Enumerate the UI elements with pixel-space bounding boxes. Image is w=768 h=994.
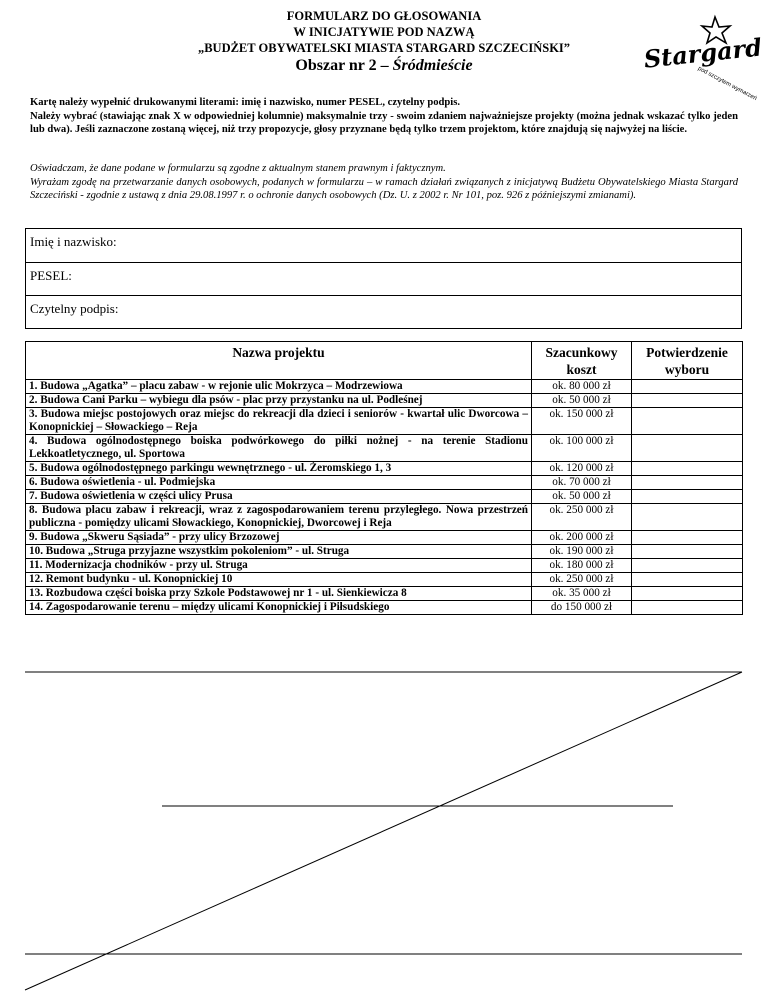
project-cost: ok. 50 000 zł — [532, 394, 632, 408]
table-row — [26, 559, 743, 573]
project-name: 7. Budowa oświetlenia w części ulicy Prusa — [26, 490, 532, 504]
table-row — [26, 476, 743, 490]
table-header-row — [26, 342, 743, 380]
table-row — [26, 531, 743, 545]
area-prefix: Obszar nr 2 – — [295, 57, 393, 74]
name-label: Imię i nazwisko: — [30, 234, 117, 249]
table-row — [26, 504, 743, 531]
logo-wordmark: Stargard — [642, 32, 764, 74]
project-cost: ok. 200 000 zł — [532, 531, 632, 545]
project-name: 3. Budowa miejsc postojowych oraz miejsc do rekreacji dla dzieci i seniorów - kwartał ulic Dworcowa – Konopnickiej – Słowackiego – Reja — [26, 408, 532, 435]
table-row — [26, 394, 743, 408]
project-confirm-cell[interactable] — [632, 380, 743, 394]
diagonal-line — [25, 672, 742, 990]
declaration-1: Oświadczam, że dane podane w formularzu są zgodne z aktualnym stanem prawnym i faktycznym. — [30, 163, 446, 174]
form-title-line-2: W INICJATYWIE POD NAZWĄ — [293, 25, 475, 39]
col-header-cost: Szacunkowy koszt — [532, 342, 632, 380]
project-name: 8. Budowa placu zabaw i rekreacji, wraz z zagospodarowaniem terenu przyległego. Nowa przestrzeń publiczna - pomiędzy ulicami Słowackiego, Konopnickiej, Dworcowej i Reja — [26, 504, 532, 531]
project-confirm-cell[interactable] — [632, 531, 743, 545]
project-cost: ok. 80 000 zł — [532, 380, 632, 394]
project-confirm-cell[interactable] — [632, 490, 743, 504]
form-title-line-1: FORMULARZ DO GŁOSOWANIA — [286, 9, 482, 23]
project-confirm-cell[interactable] — [632, 504, 743, 531]
project-name: 14. Zagospodarowanie terenu – między ulicami Konopnickiej i Piłsudskiego — [26, 601, 532, 615]
instruction-2: Należy wybrać (stawiając znak X w odpowiedniej kolumnie) maksymalnie trzy - swoim zdaniem najważniejsze projekty (można jednak wskazać tylko jeden lub dwa). Jeśli zaznaczone zostaną więcej, niż trzy propozycje, głosy przyznane będą tylko trzem projektom, które znajdują się najwyżej na liście. — [30, 110, 738, 135]
declaration — [30, 162, 738, 203]
project-confirm-cell[interactable] — [632, 435, 743, 462]
project-cost: do 150 000 zł — [532, 601, 632, 615]
project-cost: ok. 250 000 zł — [532, 573, 632, 587]
col-header-name: Nazwa projektu — [26, 342, 532, 380]
table-row — [26, 408, 743, 435]
project-cost: ok. 50 000 zł — [532, 490, 632, 504]
project-name: 9. Budowa „Skweru Sąsiada” - przy ulicy Brzozowej — [26, 531, 532, 545]
project-confirm-cell[interactable] — [632, 587, 743, 601]
project-confirm-cell[interactable] — [632, 476, 743, 490]
instruction-1: Kartę należy wypełnić drukowanymi literami: imię i nazwisko, numer PESEL, czytelny podpis. — [30, 97, 461, 108]
project-cost: ok. 70 000 zł — [532, 476, 632, 490]
stargard-logo — [640, 14, 764, 103]
area-name: Śródmieście — [392, 57, 473, 74]
project-name: 2. Budowa Cani Parku – wybiegu dla psów - plac przy przystanku na ul. Podleśnej — [26, 394, 532, 408]
project-confirm-cell[interactable] — [632, 601, 743, 615]
project-cost: ok. 100 000 zł — [532, 435, 632, 462]
table-row — [26, 380, 743, 394]
table-row — [26, 490, 743, 504]
project-name: 13. Rozbudowa części boiska przy Szkole Podstawowej nr 1 - ul. Sienkiewicza 8 — [26, 587, 532, 601]
project-cost: ok. 35 000 zł — [532, 587, 632, 601]
table-row — [26, 601, 743, 615]
table-row — [26, 462, 743, 476]
declaration-2: Wyrażam zgodę na przetwarzanie danych osobowych, podanych w formularzu – w ramach działań związanych z inicjatywą Budżetu Obywatelskiego Miasta Stargard Szczeciński - zgodnie z ustawą z dnia 29.08.1997 r. o ochronie danych osobowych (Dz. U. z 2002 r. Nr 101, poz. 926 z późniejszymi zmianami). — [30, 176, 738, 201]
project-confirm-cell[interactable] — [632, 573, 743, 587]
signature-label: Czytelny podpis: — [30, 301, 119, 316]
project-name: 11. Modernizacja chodników - przy ul. Struga — [26, 559, 532, 573]
pesel-label: PESEL: — [30, 268, 72, 283]
project-confirm-cell[interactable] — [632, 408, 743, 435]
project-cost: ok. 150 000 zł — [532, 408, 632, 435]
table-row — [26, 573, 743, 587]
name-field[interactable] — [26, 229, 741, 262]
project-cost: ok. 250 000 zł — [532, 504, 632, 531]
project-name: 10. Budowa „Struga przyjazne wszystkim pokoleniom” - ul. Struga — [26, 545, 532, 559]
signature-field[interactable] — [26, 295, 741, 328]
table-row — [26, 435, 743, 462]
project-confirm-cell[interactable] — [632, 559, 743, 573]
form-title-line-3: „BUDŻET OBYWATELSKI MIASTA STARGARD SZCZECIŃSKI” — [197, 41, 571, 55]
project-name: 4. Budowa ogólnodostępnego boiska podwórkowego do piłki nożnej - na terenie Stadionu Lekkoatletycznego, ul. Sportowa — [26, 435, 532, 462]
logo-tagline: pod szczytem wymarzeń — [696, 65, 758, 103]
table-row — [26, 587, 743, 601]
project-name: 6. Budowa oświetlenia - ul. Podmiejska — [26, 476, 532, 490]
project-name: 5. Budowa ogólnodostępnego parkingu wewnętrznego - ul. Żeromskiego 1, 3 — [26, 462, 532, 476]
project-name: 1. Budowa „Agatka” – placu zabaw - w rejonie ulic Mokrzyca – Modrzewiowa — [26, 380, 532, 394]
voter-data-box — [25, 228, 742, 329]
project-confirm-cell[interactable] — [632, 462, 743, 476]
project-confirm-cell[interactable] — [632, 545, 743, 559]
pesel-field[interactable] — [26, 262, 741, 295]
project-cost: ok. 180 000 zł — [532, 559, 632, 573]
project-confirm-cell[interactable] — [632, 394, 743, 408]
projects-table — [25, 341, 743, 615]
instructions — [30, 96, 738, 137]
table-row — [26, 545, 743, 559]
col-header-confirm: Potwierdzenie wyboru — [632, 342, 743, 380]
project-name: 12. Remont budynku - ul. Konopnickiej 10 — [26, 573, 532, 587]
project-cost: ok. 190 000 zł — [532, 545, 632, 559]
project-cost: ok. 120 000 zł — [532, 462, 632, 476]
